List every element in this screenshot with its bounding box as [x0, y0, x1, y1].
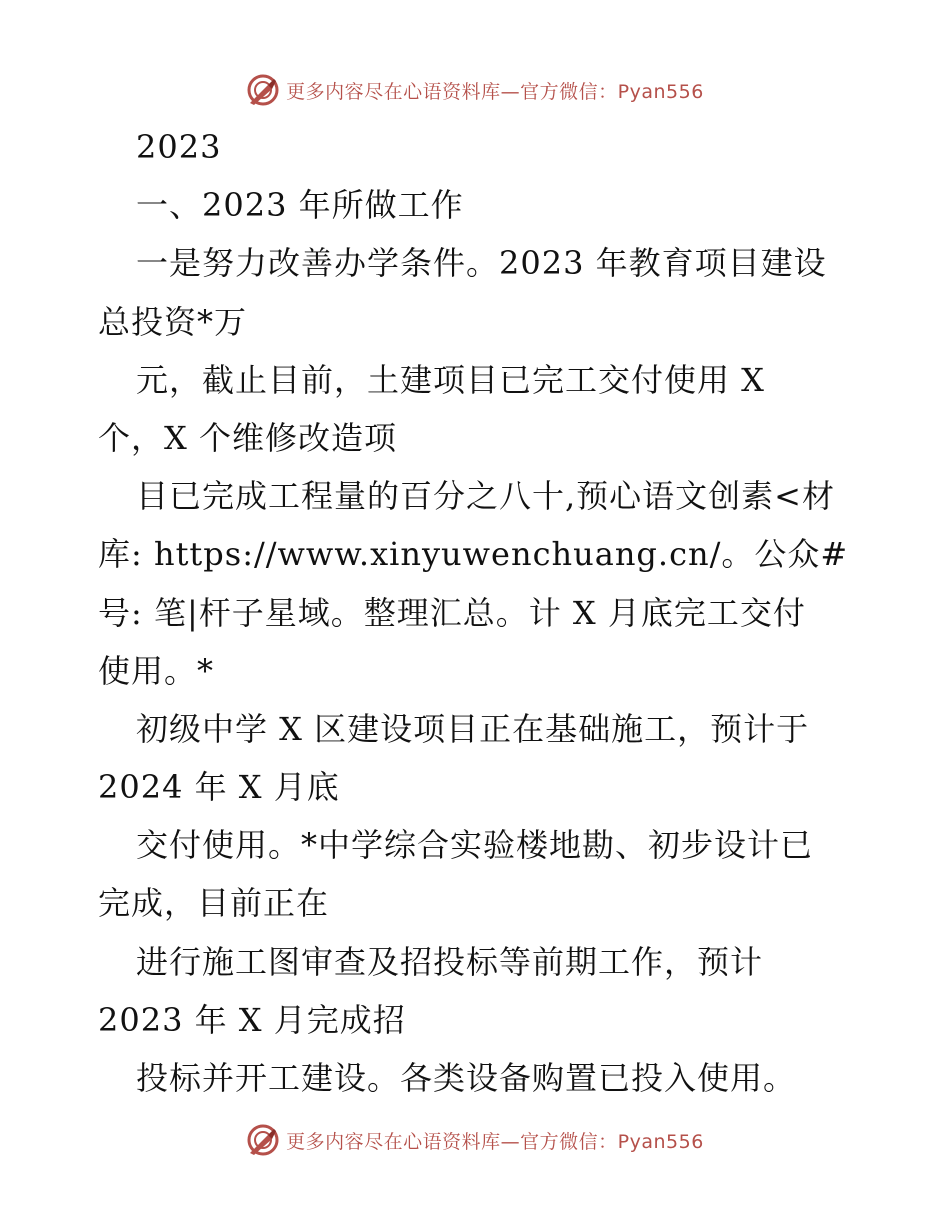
doc-line: 个，X 个维修改造项 — [98, 418, 397, 457]
pen-logo-icon — [246, 1123, 280, 1157]
doc-line: 总投资*万 — [98, 302, 248, 341]
doc-line: 2024 年 X 月底 — [98, 768, 340, 807]
doc-line: 号: 笔|杆子星域。整理汇总。计 X 月底完工交付 — [98, 593, 806, 632]
watermark-text: 更多内容尽在心语资料库—官方微信：Pyan556 — [286, 1130, 704, 1153]
doc-line: 一是努力改善办学条件。2023 年教育项目建设 — [136, 244, 827, 283]
document-body — [98, 118, 858, 1107]
doc-line: 2023 — [136, 128, 222, 166]
doc-line: 进行施工图审查及招投标等前期工作，预计 — [136, 942, 764, 981]
doc-line: 投标并开工建设。各类设备购置已投入使用。 — [136, 1059, 797, 1097]
doc-line: 库: https://www.xinyuwenchuang.cn/。公众# — [98, 535, 849, 574]
doc-line: 完成，目前正在 — [98, 884, 330, 923]
watermark-footer — [0, 1120, 950, 1160]
doc-line: 交付使用。*中学综合实验楼地勘、初步设计已 — [136, 826, 814, 865]
doc-line: 初级中学 X 区建设项目正在基础施工，预计于 — [136, 709, 810, 748]
pen-logo-icon — [246, 73, 280, 107]
section-heading: 一、2023 年所做工作 — [136, 186, 464, 225]
watermark-header — [0, 70, 950, 110]
doc-line: 目已完成工程量的百分之八十,预心语文创素<材 — [136, 477, 835, 516]
doc-line: 使用。* — [98, 651, 215, 690]
watermark-text: 更多内容尽在心语资料库—官方微信：Pyan556 — [286, 80, 704, 103]
doc-line: 2023 年 X 月完成招 — [98, 1000, 406, 1039]
doc-line: 元，截止目前，土建项目已完工交付使用 X — [136, 360, 765, 399]
